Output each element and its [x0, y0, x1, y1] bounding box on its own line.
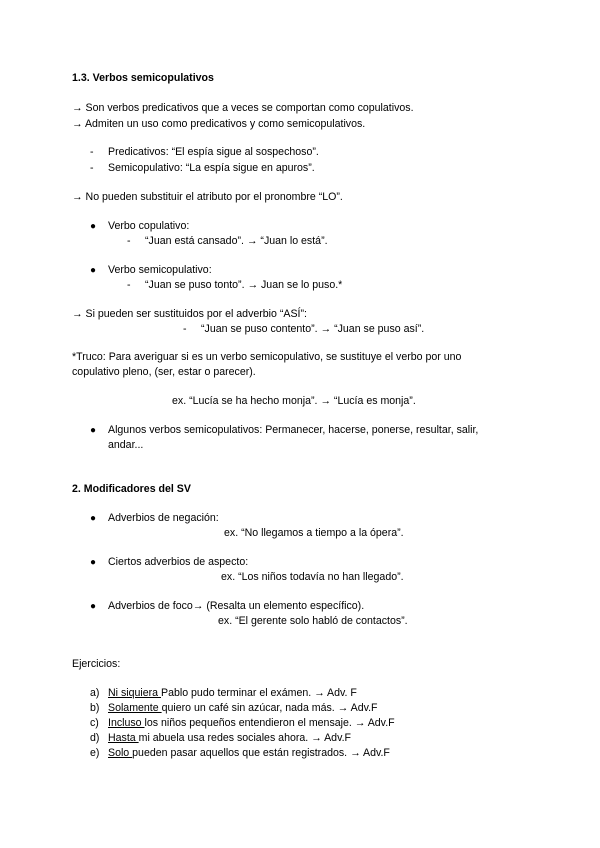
underlined-adverb: Ni siquiera [108, 687, 161, 699]
exercise-item [108, 747, 390, 760]
example-line: “Juan se puso contento”. → “Juan se puso así”. [201, 323, 425, 335]
text-line: → Son verbos predicativos que a veces se comportan como copulativos. [72, 102, 414, 114]
text-line: → Admiten un uso como predicativos y como semicopulativos. [72, 118, 366, 130]
example-line: ex. “Lucía se ha hecho monja”. → “Lucía es monja”. [172, 395, 416, 407]
bullet-icon: ● [90, 601, 97, 612]
underlined-adverb: Solamente [108, 702, 162, 714]
list-item: Verbo copulativo: [108, 220, 190, 232]
exercise-item [108, 702, 378, 715]
bullet-icon: ● [90, 265, 97, 276]
text-line: *Truco: Para averiguar si es un verbo semicopulativo, se sustituye el verbo por uno [72, 351, 462, 363]
exercise-marker: b) [90, 702, 100, 714]
section-title: 2. Modificadores del SV [72, 483, 191, 495]
exercise-marker: a) [90, 687, 100, 699]
dash-marker: - [127, 279, 131, 291]
exercise-item [108, 687, 357, 700]
example-line: “Juan está cansado”. → “Juan lo está”. [145, 235, 328, 247]
exercise-text: Pablo pudo terminar el exámen. → Adv. F [161, 687, 357, 699]
dash-marker: - [183, 323, 187, 335]
exercise-marker: e) [90, 747, 100, 759]
dash-marker: - [90, 146, 94, 158]
exercise-item [108, 732, 351, 745]
exercise-text: quiero un café sin azúcar, nada más. → Adv.F [161, 702, 378, 714]
exercises-title: Ejercicios: [72, 658, 121, 670]
list-item: Predicativos: “El espía sigue al sospechoso”. [108, 146, 319, 158]
exercise-marker: d) [90, 732, 100, 744]
exercise-text: pueden pasar aquellos que están registrados. → Adv.F [132, 747, 390, 759]
list-item: Verbo semicopulativo: [108, 264, 212, 276]
exercise-marker: c) [90, 717, 99, 729]
underlined-adverb: Solo [108, 747, 133, 759]
list-item: Semicopulativo: “La espía sigue en apuros”. [108, 162, 315, 174]
section-title: 1.3. Verbos semicopulativos [72, 72, 214, 84]
bullet-icon: ● [90, 513, 97, 524]
underlined-adverb: Hasta [108, 732, 139, 744]
list-item: andar... [108, 439, 144, 451]
bullet-icon: ● [90, 425, 97, 436]
exercise-text: los niños pequeños entendieron el mensaje. → Adv.F [144, 717, 395, 729]
example-line: ex. “Los niños todavía no han llegado”. [221, 571, 404, 583]
exercise-text: mi abuela usa redes sociales ahora. → Adv.F [138, 732, 352, 744]
dash-marker: - [127, 235, 131, 247]
list-item: Ciertos adverbios de aspecto: [108, 556, 249, 568]
text-line: → No pueden substituir el atributo por el pronombre “LO”. [72, 191, 343, 203]
example-line: ex. “No llegamos a tiempo a la ópera”. [224, 527, 404, 539]
bullet-icon: ● [90, 557, 97, 568]
underlined-adverb: Incluso [108, 717, 145, 729]
example-line: “Juan se puso tonto”. → Juan se lo puso.* [145, 279, 343, 291]
text-line: → Si pueden ser sustituidos por el adverbio “ASÍ”: [72, 308, 307, 320]
list-item: Adverbios de foco→ (Resalta un elemento específico). [108, 600, 365, 612]
text-line: copulativo pleno, (ser, estar o parecer). [72, 366, 256, 378]
example-line: ex. “El gerente solo habló de contactos”. [218, 615, 408, 627]
exercise-item [108, 717, 395, 730]
bullet-icon: ● [90, 221, 97, 232]
list-item: Algunos verbos semicopulativos: Permanecer, hacerse, ponerse, resultar, salir, [108, 424, 479, 436]
dash-marker: - [90, 162, 94, 174]
list-item: Adverbios de negación: [108, 512, 219, 524]
